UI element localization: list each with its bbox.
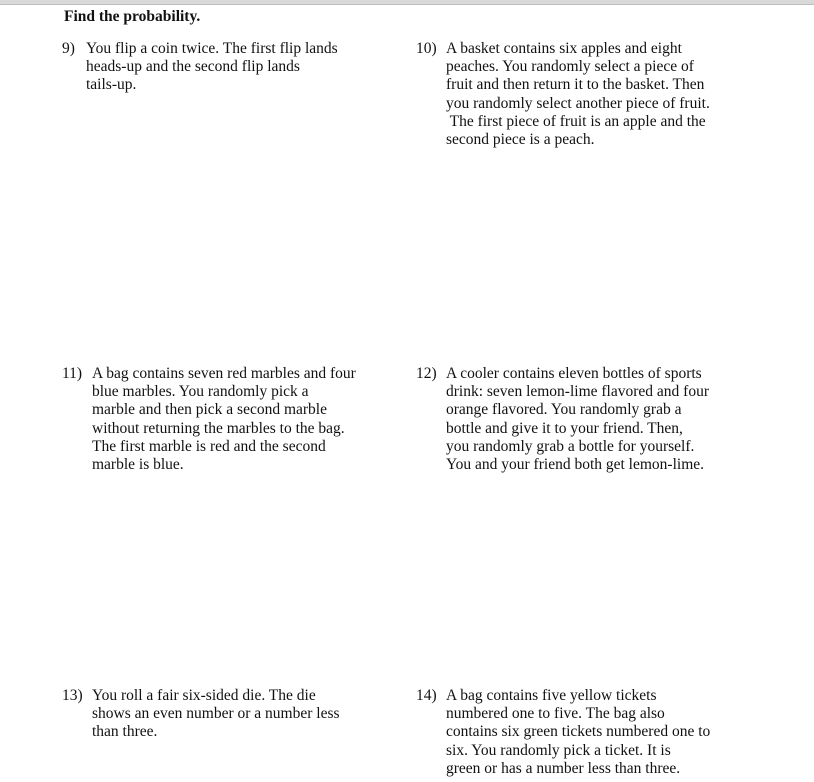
problem-line: six. You randomly pick a ticket. It is [446,741,671,759]
problem-line: marble is blue. [92,456,184,474]
problem-line: The first marble is red and the second [92,437,326,455]
problem-line: orange flavored. You randomly grab a [446,401,682,419]
problem-line: You and your friend both get lemon-lime. [446,456,705,474]
problem-line: peaches. You randomly select a piece of [446,58,694,76]
section-heading: Find the probability. [64,8,201,25]
problem-line: drink: seven lemon-lime flavored and four [446,383,709,401]
problem-11 [62,365,362,474]
problem-line: A basket contains six apples and eight [446,40,682,57]
top-border-line [0,4,814,5]
problem-line: tails-up. [86,76,137,94]
problem-text [62,687,362,742]
problem-text [62,365,362,474]
problem-13 [62,687,362,742]
problem-text [416,687,716,778]
problem-line: green or has a number less than three. [446,759,681,777]
problem-line: than three. [92,723,158,741]
problem-line: heads-up and the second flip lands [86,58,300,76]
problem-number: 9) [62,40,75,57]
problem-number: 10) [416,40,437,57]
problem-number: 14) [416,687,437,704]
problem-line: You roll a fair six-sided die. The die [92,687,316,704]
problem-line: marble and then pick a second marble [92,401,327,419]
problem-number: 13) [62,687,83,704]
problem-line: fruit and then return it to the basket. Then [446,76,705,94]
problem-9 [62,40,362,95]
problem-text [416,365,716,474]
problem-14 [416,687,716,778]
problem-line: contains six green tickets numbered one to [446,723,711,741]
problem-12 [416,365,716,474]
problem-line: you randomly select another piece of fruit. [446,94,710,112]
problem-text [62,40,362,95]
problem-line: The first piece of fruit is an apple and the [446,112,706,130]
problem-10 [416,40,716,149]
problem-text [416,40,716,149]
problem-line: A bag contains seven red marbles and four [92,365,356,382]
problem-number: 11) [62,365,83,382]
problem-line: A cooler contains eleven bottles of sports [446,365,702,382]
problem-line: bottle and give it to your friend. Then, [446,419,683,437]
problem-line: shows an even number or a number less [92,705,340,723]
problem-number: 12) [416,365,437,382]
problem-line: blue marbles. You randomly pick a [92,383,309,401]
problem-line: A bag contains five yellow tickets [446,687,657,704]
problem-line: you randomly grab a bottle for yourself. [446,437,695,455]
problem-line: without returning the marbles to the bag. [92,419,345,437]
problem-line: You flip a coin twice. The first flip lands [86,40,338,57]
problem-line: second piece is a peach. [446,131,595,149]
problem-line: numbered one to five. The bag also [446,705,665,723]
